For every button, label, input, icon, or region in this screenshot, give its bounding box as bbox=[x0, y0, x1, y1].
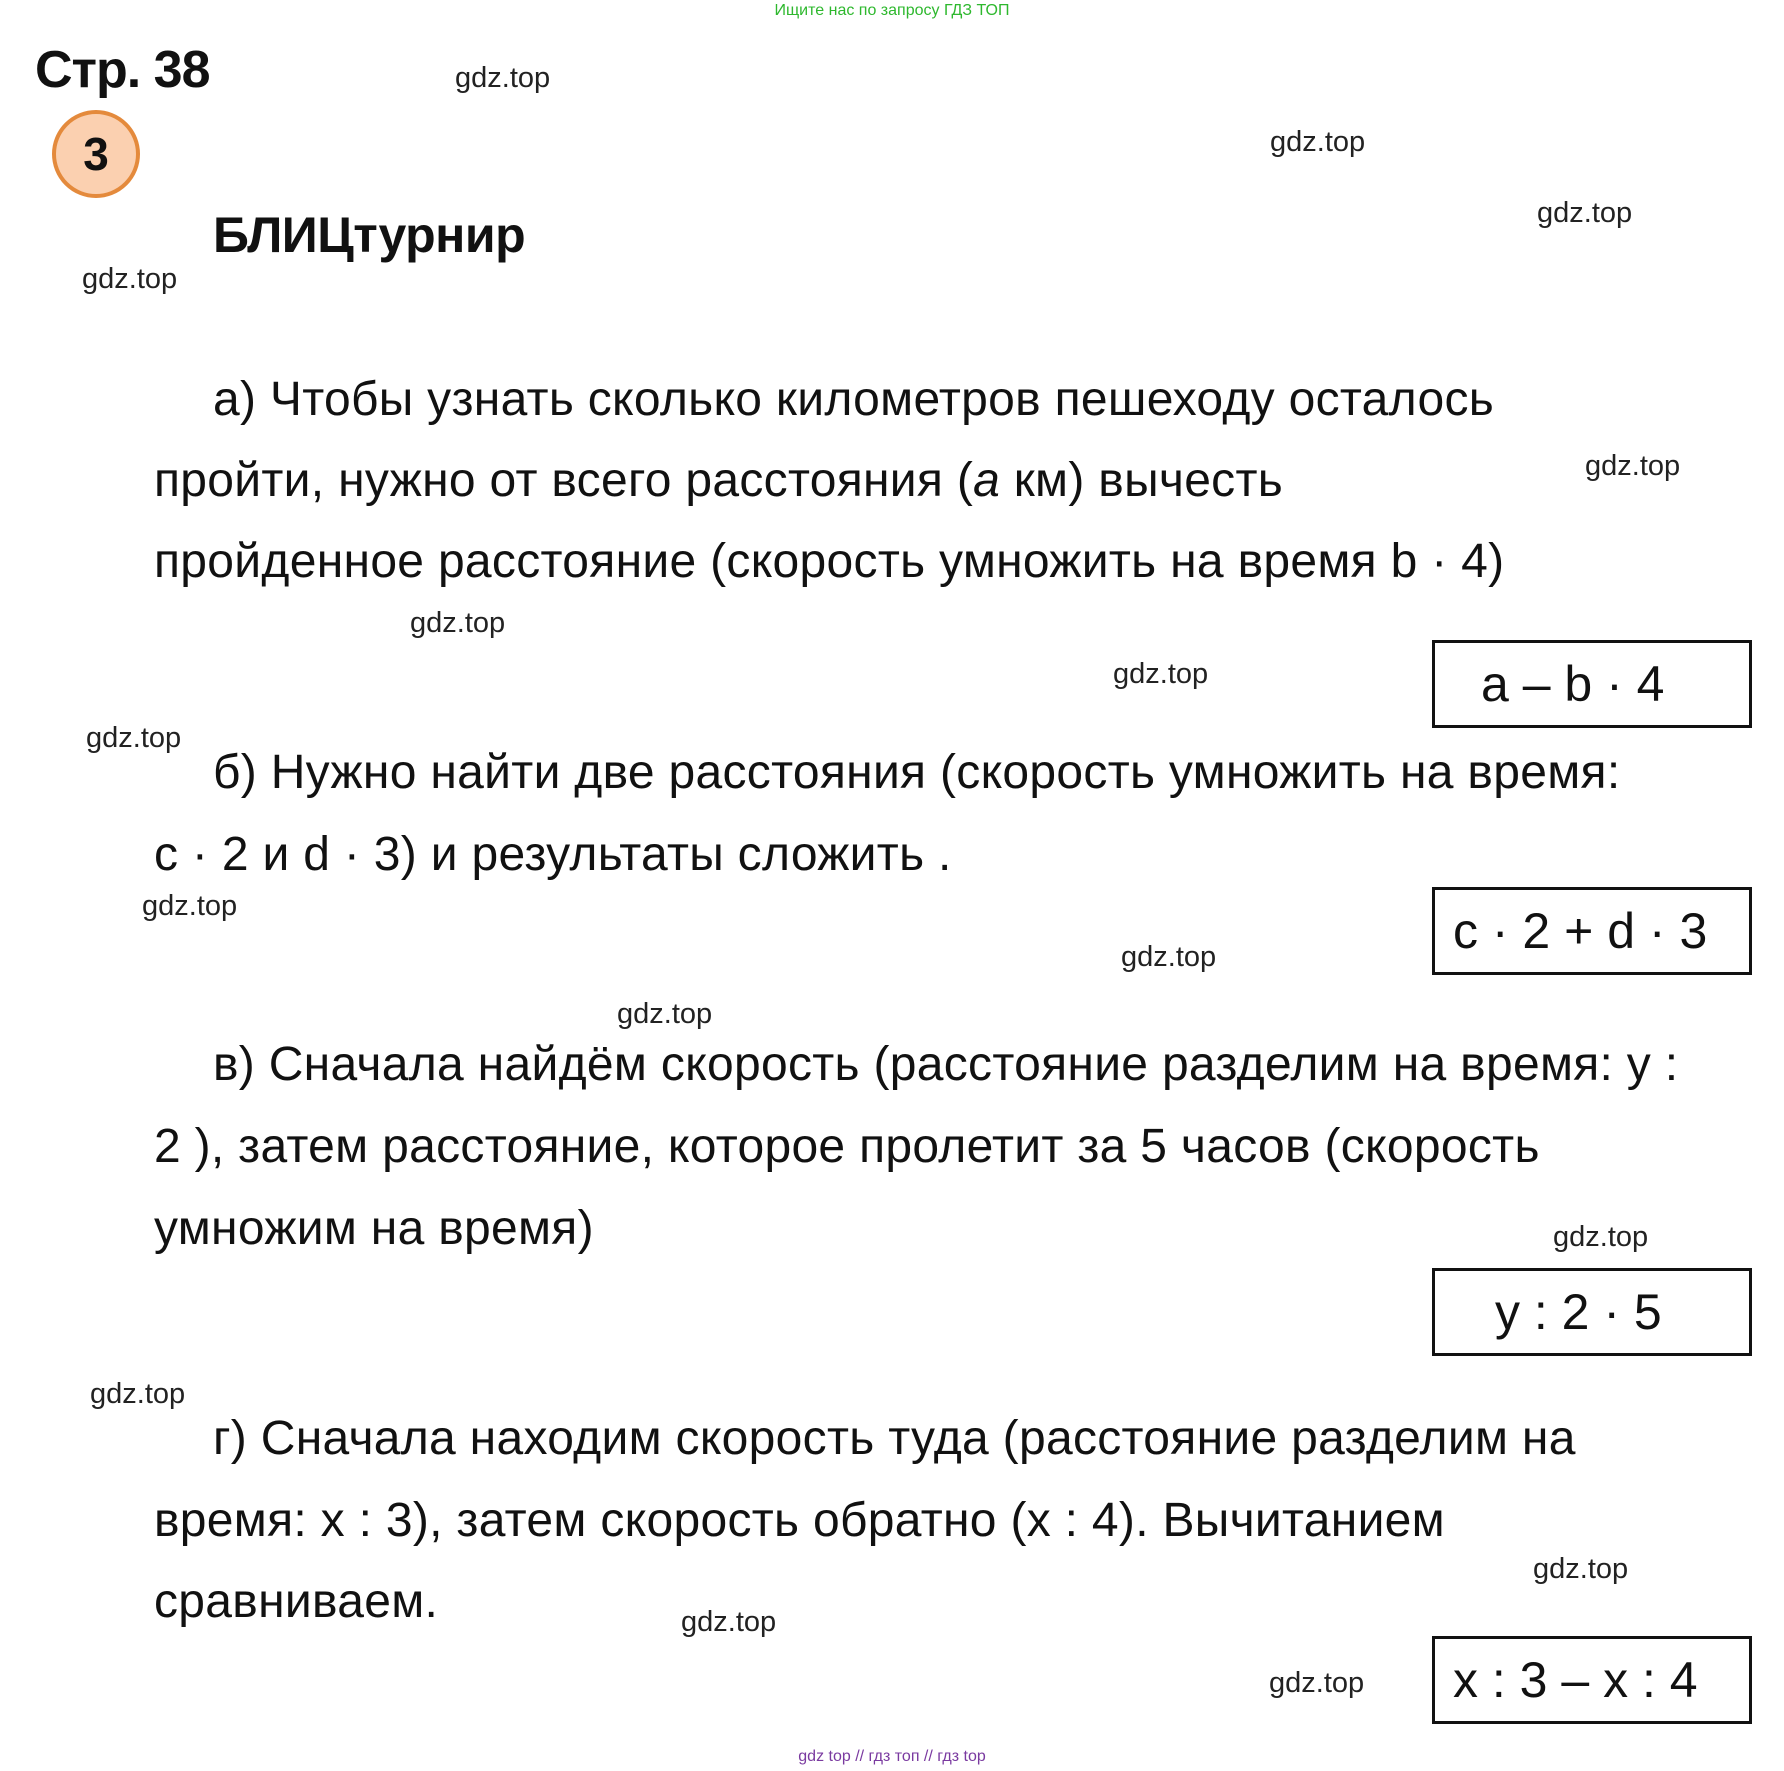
part-g-line-2: время: x : 3), затем скорость обратно (x : 4). Вычитанием bbox=[154, 1494, 1445, 1547]
watermark: gdz.top bbox=[1533, 1553, 1629, 1585]
part-g-line-3: сравниваем. bbox=[154, 1575, 439, 1628]
part-a-line-2 bbox=[154, 454, 1284, 507]
footer-watermark: gdz top // гдз топ // гдз top bbox=[798, 1748, 986, 1765]
part-v-line-2: 2 ), затем расстояние, которое пролетит за 5 часов (скорость bbox=[154, 1120, 1540, 1173]
answer-box-v bbox=[1432, 1268, 1752, 1356]
part-a-line-3: пройденное расстояние (скорость умножить на время b · 4) bbox=[154, 535, 1505, 588]
watermark: gdz.top bbox=[1585, 450, 1681, 482]
watermark: gdz.top bbox=[1121, 941, 1217, 973]
watermark: gdz.top bbox=[1537, 197, 1633, 229]
header-search-note: Ищите нас по запросу ГДЗ ТОП bbox=[774, 2, 1010, 19]
watermark: gdz.top bbox=[455, 62, 551, 94]
part-g-line-1: г) Сначала находим скорость туда (расстояние разделим на bbox=[213, 1412, 1576, 1465]
answer-box-a bbox=[1432, 640, 1752, 728]
watermark: gdz.top bbox=[82, 263, 178, 295]
answer-g: x : 3 – x : 4 bbox=[1453, 1652, 1698, 1708]
part-b-line-2: c · 2 и d · 3) и результаты сложить . bbox=[154, 828, 952, 881]
task-number-badge bbox=[52, 110, 140, 198]
answer-box-b bbox=[1432, 887, 1752, 975]
answer-v: y : 2 · 5 bbox=[1495, 1284, 1662, 1340]
part-a-line-2-start: пройти, нужно от всего расстояния ( bbox=[154, 454, 974, 507]
part-v-line-3: умножим на время) bbox=[154, 1202, 594, 1255]
answer-box-g bbox=[1432, 1636, 1752, 1724]
watermark: gdz.top bbox=[617, 998, 713, 1030]
watermark: gdz.top bbox=[410, 607, 506, 639]
part-b-line-1: б) Нужно найти две расстояния (скорость умножить на время: bbox=[213, 746, 1621, 799]
watermark: gdz.top bbox=[1553, 1221, 1649, 1253]
variable-a: a bbox=[973, 454, 1001, 507]
part-a-line-1: а) Чтобы узнать сколько километров пешеходу осталось bbox=[213, 373, 1495, 426]
watermark: gdz.top bbox=[1270, 126, 1366, 158]
part-v-line-1: в) Сначала найдём скорость (расстояние разделим на время: y : bbox=[213, 1038, 1679, 1091]
watermark: gdz.top bbox=[86, 722, 182, 754]
watermark: gdz.top bbox=[1113, 658, 1209, 690]
answer-b: c · 2 + d · 3 bbox=[1453, 903, 1708, 959]
watermark: gdz.top bbox=[90, 1378, 186, 1410]
part-a-line-2-end: км) вычесть bbox=[1000, 454, 1284, 507]
answer-a: a – b · 4 bbox=[1481, 656, 1665, 712]
section-heading: БЛИЦтурнир bbox=[213, 207, 526, 263]
page-title: Стр. 38 bbox=[35, 41, 210, 99]
watermark: gdz.top bbox=[681, 1606, 777, 1638]
task-number: 3 bbox=[83, 128, 109, 180]
watermark: gdz.top bbox=[142, 890, 238, 922]
watermark: gdz.top bbox=[1269, 1667, 1365, 1699]
